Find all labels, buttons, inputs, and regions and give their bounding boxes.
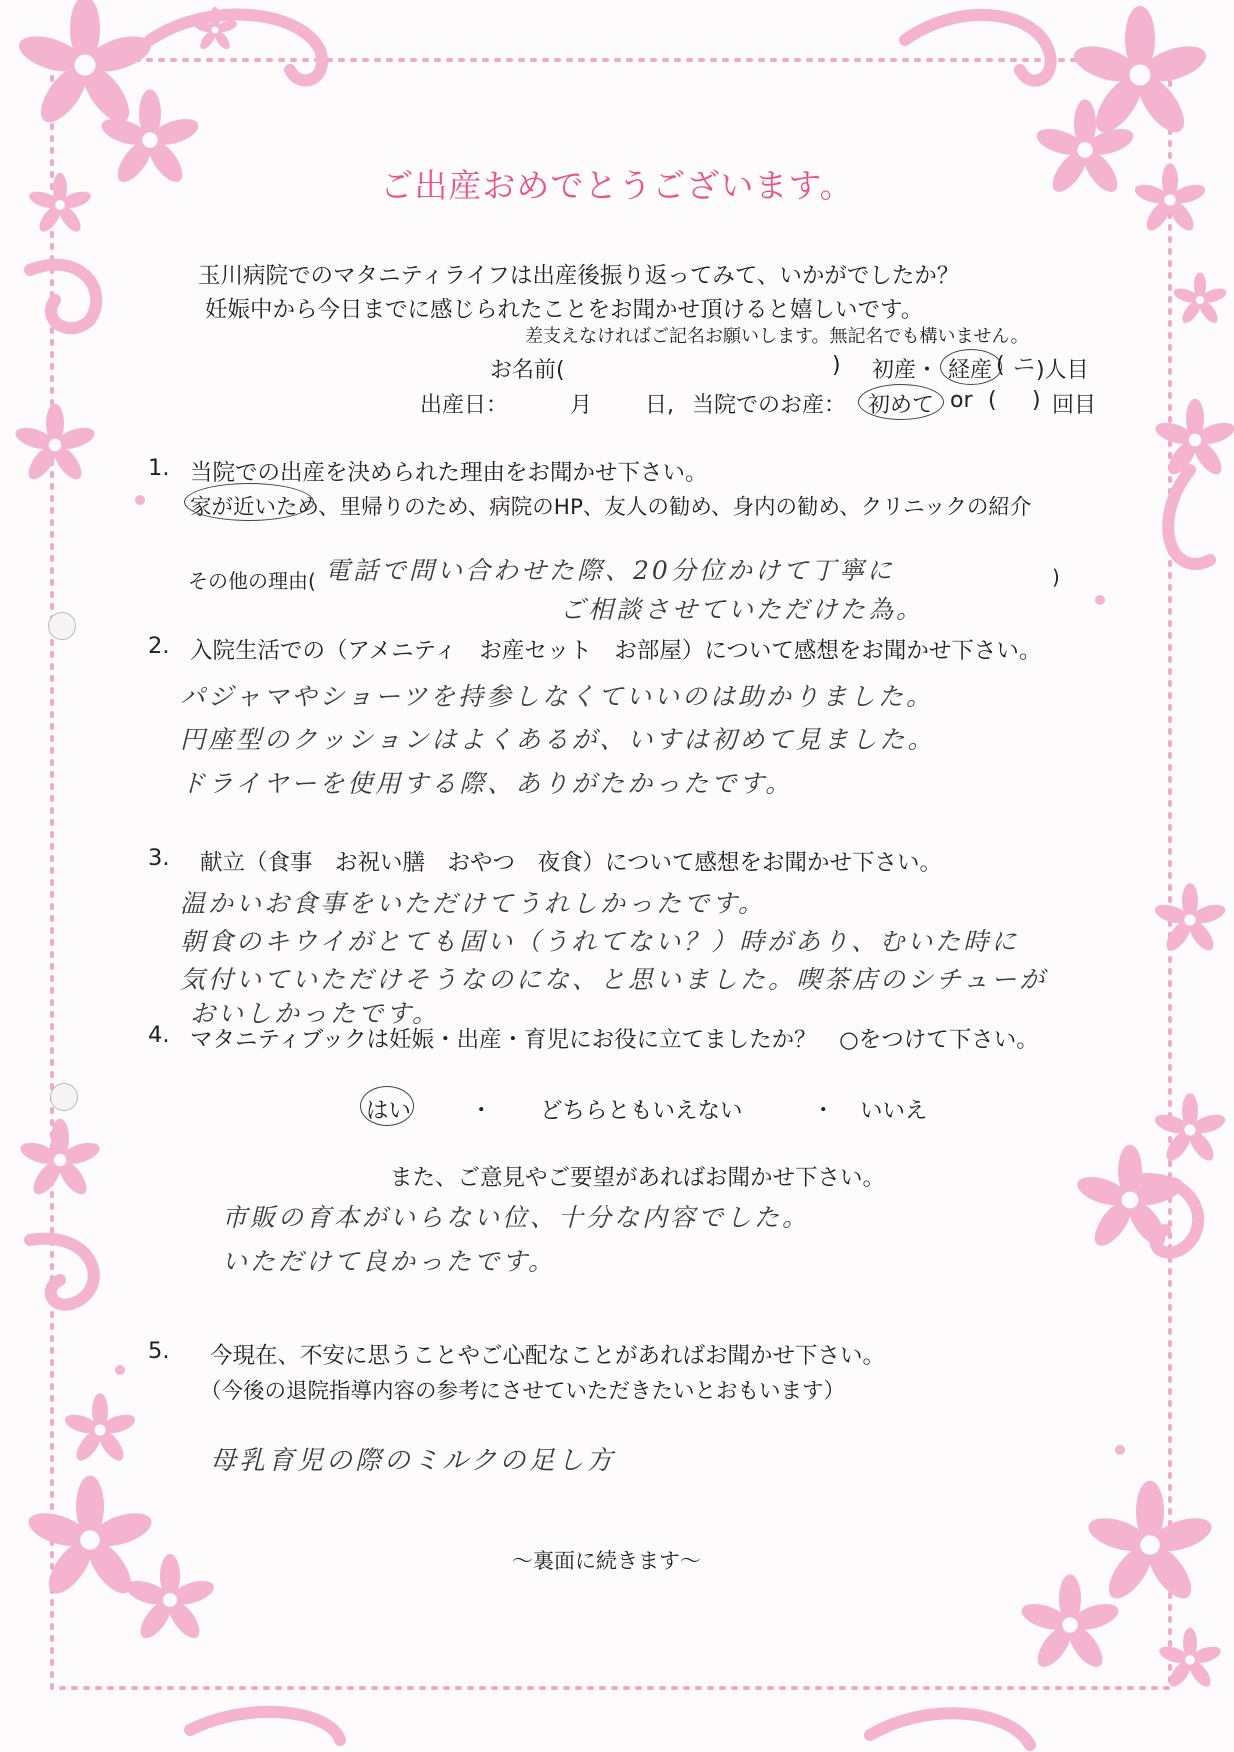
q4-option-yes: はい [366, 1098, 412, 1124]
q1-answer-line-2: ご相談させていただけた為。 [560, 595, 925, 624]
q5-answer: 母乳育児の際のミルクの足し方 [210, 1446, 616, 1476]
q1-question: 当院での出産を決められた理由をお聞かせ下さい。 [190, 460, 708, 486]
q1-options: 家が近いため、里帰りのため、病院のHP、友人の勧め、身内の勧め、クリニックの紹介 [190, 495, 1032, 520]
or-label: or [950, 388, 973, 413]
birth-count-unit: )人目 [1036, 358, 1089, 383]
q5-subtext: （今後の退院指導内容の参考にさせていただきたいとおもいます） [200, 1379, 846, 1404]
q4-answer-line-2: いただけて良かったです。 [222, 1247, 557, 1276]
name-label: お名前( [490, 358, 565, 383]
q4-option-no: いいえ [860, 1098, 928, 1124]
times-unit: 回目 [1052, 393, 1097, 418]
birth-count-open: ( [996, 353, 1005, 378]
q4-option-separator: ・ [812, 1098, 835, 1124]
q1-other-label: その他の理由( [188, 569, 316, 593]
q2-answer-line-2: 円座型のクッションはよくあるが、いすは初めて見ました。 [180, 725, 936, 754]
intro-line-2: 妊娠中から今日までに感じられたことをお聞かせ頂けると嬉しいです。 [205, 297, 924, 323]
first-time-option: 初めて [868, 393, 935, 418]
circled-mark [360, 1086, 414, 1126]
times-field-open: ( [988, 388, 997, 413]
circled-mark [858, 384, 944, 420]
name-field-close: ) [832, 353, 841, 378]
binder-hole [48, 612, 76, 640]
q4-option-neither: どちらともいえない [540, 1098, 743, 1124]
q4-option-separator: ・ [470, 1098, 493, 1124]
hospital-birth-label: 当院でのお産： [692, 393, 847, 418]
birth-date-label: 出産日： [420, 393, 509, 418]
circled-mark [184, 483, 314, 521]
q2-question: 入院生活での（アメニティ お産セット お部屋）について感想をお聞かせ下さい。 [190, 638, 1042, 664]
q1-answer-line-1: 電話で問い合わせた際、20分位かけて丁寧に [325, 556, 895, 585]
intro-line-1: 玉川病院でのマタニティライフは出産後振り返ってみて、いかがでしたか？ [198, 263, 960, 289]
q4-followup: また、ご意見やご要望があればお聞かせ下さい。 [390, 1165, 886, 1191]
birth-count-value: ニ [1012, 353, 1038, 378]
q2-answer-line-3: ドライヤーを使用する際、ありがたかったです。 [180, 769, 794, 798]
binder-hole [50, 1083, 78, 1111]
q2-number: 2. [148, 633, 170, 659]
q1-other-close: ) [1052, 565, 1060, 589]
first-birth-option: 初産・ [872, 358, 939, 383]
continued-on-back-note: 〜裏面に続きます〜 [512, 1549, 701, 1573]
times-field-close: ) [1032, 388, 1041, 413]
q3-answer-line-4: おいしかったです。 [190, 999, 441, 1028]
q5-number: 5. [148, 1338, 170, 1364]
q4-answer-line-1: 市販の育本がいらない位、十分な内容でした。 [222, 1203, 811, 1232]
q3-answer-line-2: 朝食のキウイがとても固い（うれてない？）時があり、むいた時に [180, 927, 1020, 956]
q3-answer-line-1: 温かいお食事をいただけてうれしかったです。 [180, 889, 767, 918]
birth-month-label: 月 [570, 393, 593, 418]
experienced-birth-option: 経産 [948, 358, 993, 383]
page-title: ご出産おめでとうございます。 [380, 166, 854, 205]
q3-number: 3. [148, 845, 170, 871]
q3-question: 献立（食事 お祝い膳 おやつ 夜食）について感想をお聞かせ下さい。 [200, 850, 943, 876]
circled-mark [940, 349, 1002, 385]
q4-number: 4. [148, 1022, 170, 1048]
q2-answer-line-1: パジャマやショーツを持参しなくていいのは助かりました。 [180, 682, 935, 711]
q3-answer-line-3: 気付いていただけそうなのにな、と思いました。喫茶店のシチューが [180, 965, 1048, 994]
birth-day-label: 日, [645, 393, 674, 418]
q5-question: 今現在、不安に思うことやご心配なことがあればお聞かせ下さい。 [210, 1343, 886, 1369]
anonymous-note: 差支えなければご記名お願いします。無記名でも構いません。 [525, 326, 1029, 347]
q4-question: マタニティブックは妊娠・出産・育児にお役に立てましたか？ ○をつけて下さい。 [190, 1027, 1039, 1053]
q1-number: 1. [148, 455, 170, 481]
